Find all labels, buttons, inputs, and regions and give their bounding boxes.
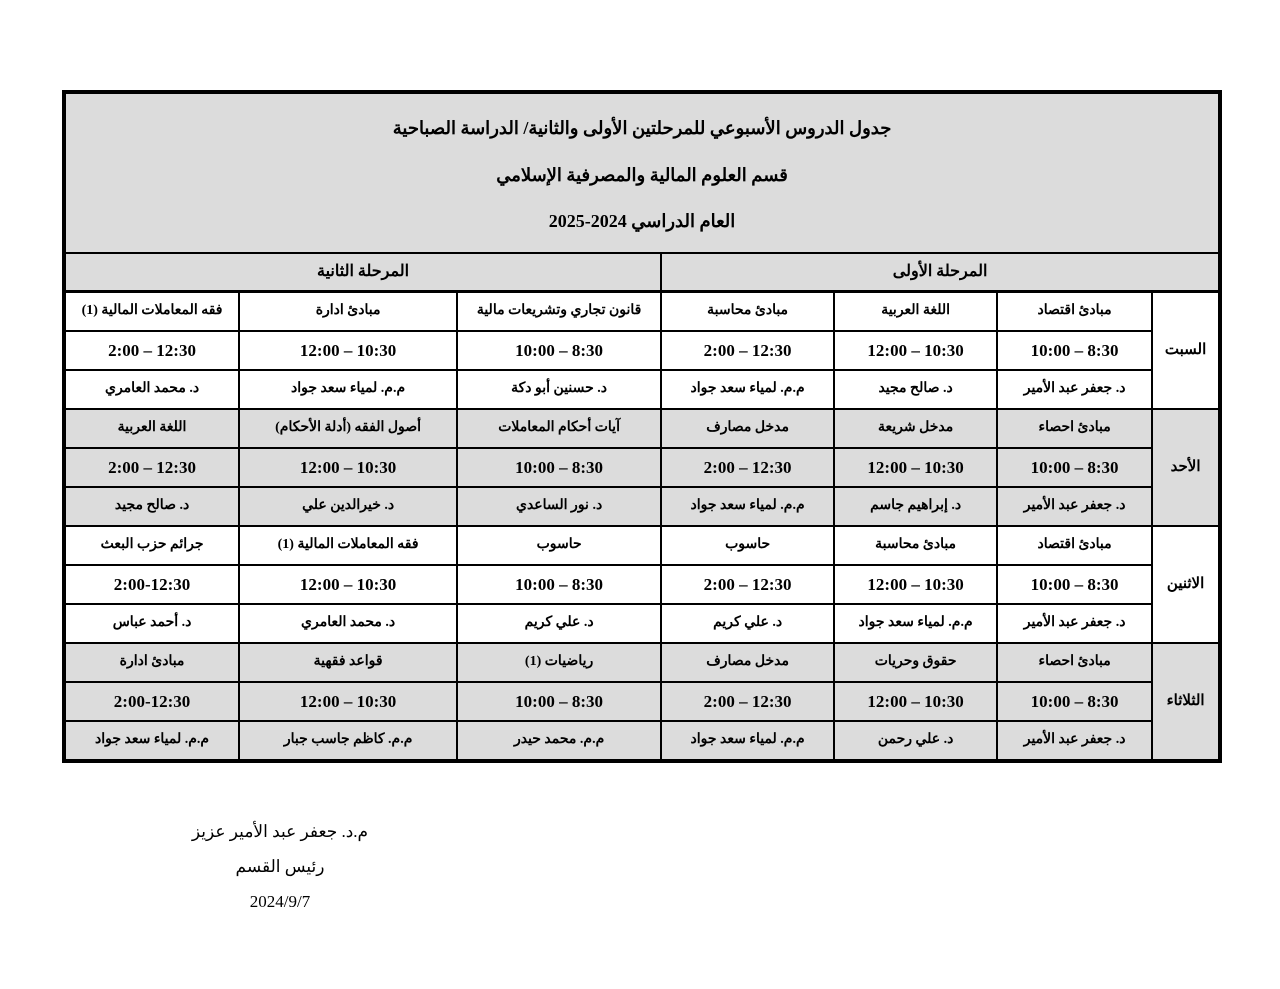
subject-cell: قواعد فقهية [239, 643, 457, 682]
time-cell: 12:00 – 10:30 [239, 682, 457, 721]
day-cell-tuesday: الثلاثاء [1152, 643, 1220, 761]
time-cell: 10:00 – 8:30 [457, 565, 661, 604]
time-cell: 10:00 – 8:30 [457, 448, 661, 487]
teacher-cell: م.م. لمياء سعد جواد [239, 370, 457, 409]
time-cell: 12:00 – 10:30 [834, 682, 997, 721]
teacher-cell: د. خيرالدين علي [239, 487, 457, 526]
time-cell: 2:00 – 12:30 [661, 331, 834, 370]
signature-block [120, 820, 440, 925]
subject-cell: مدخل شريعة [834, 409, 997, 448]
day-cell-saturday: السبت [1152, 292, 1220, 410]
teacher-cell: د. حسنين أبو دكة [457, 370, 661, 409]
day-cell-monday: الاثنين [1152, 526, 1220, 643]
time-cell: 12:00 – 10:30 [834, 331, 997, 370]
time-cell: 10:00 – 8:30 [997, 331, 1152, 370]
subject-cell: مبادئ احصاء [997, 409, 1152, 448]
time-cell: 12:00 – 10:30 [834, 448, 997, 487]
subject-cell: مبادئ ادارة [239, 292, 457, 332]
teacher-cell: د. نور الساعدي [457, 487, 661, 526]
title-block [64, 92, 1220, 253]
title-line-1: جدول الدروس الأسبوعي للمرحلتين الأولى والثانية/ الدراسة الصباحية [392, 117, 892, 138]
subject-cell: حاسوب [457, 526, 661, 565]
teacher-cell: م.م. محمد حيدر [457, 721, 661, 761]
subject-cell: أصول الفقه (أدلة الأحكام) [239, 409, 457, 448]
time-cell: 12:00 – 10:30 [239, 565, 457, 604]
subject-cell: مبادئ احصاء [997, 643, 1152, 682]
subject-cell: مبادئ اقتصاد [997, 292, 1152, 332]
schedule-table [62, 90, 1222, 763]
time-cell: 2:00-12:30 [64, 682, 239, 721]
subject-cell: مدخل مصارف [661, 409, 834, 448]
subject-cell: مدخل مصارف [661, 643, 834, 682]
signature-date: 2024/9/7 [249, 892, 311, 911]
time-cell: 2:00 – 12:30 [661, 448, 834, 487]
teacher-cell: د. علي كريم [661, 604, 834, 643]
subject-cell: رياضيات (1) [457, 643, 661, 682]
time-cell: 2:00 – 12:30 [661, 565, 834, 604]
stage-header-second: المرحلة الثانية [64, 253, 661, 292]
subject-cell: مبادئ اقتصاد [997, 526, 1152, 565]
teacher-cell: م.م. لمياء سعد جواد [661, 487, 834, 526]
time-cell: 12:00 – 10:30 [834, 565, 997, 604]
day-cell-sunday: الأحد [1152, 409, 1220, 526]
subject-cell: اللغة العربية [834, 292, 997, 332]
teacher-cell: د. محمد العامري [64, 370, 239, 409]
teacher-cell: د. صالح مجيد [834, 370, 997, 409]
subject-cell: مبادئ ادارة [64, 643, 239, 682]
teacher-cell: د. أحمد عباس [64, 604, 239, 643]
teacher-cell: م.م. لمياء سعد جواد [661, 721, 834, 761]
teacher-cell: م.م. لمياء سعد جواد [661, 370, 834, 409]
subject-cell: فقه المعاملات المالية (1) [239, 526, 457, 565]
subject-cell: حقوق وحريات [834, 643, 997, 682]
teacher-cell: د. جعفر عبد الأمير [997, 604, 1152, 643]
subject-cell: حاسوب [661, 526, 834, 565]
signature-title: رئيس القسم [235, 857, 325, 876]
title-line-3: العام الدراسي 2024-2025 [548, 211, 736, 232]
time-cell: 10:00 – 8:30 [457, 331, 661, 370]
teacher-cell: د. صالح مجيد [64, 487, 239, 526]
teacher-cell: م.م. لمياء سعد جواد [834, 604, 997, 643]
subject-cell: فقه المعاملات المالية (1) [64, 292, 239, 332]
teacher-cell: م.م. كاظم جاسب جبار [239, 721, 457, 761]
time-cell: 12:00 – 10:30 [239, 448, 457, 487]
title-line-2: قسم العلوم المالية والمصرفية الإسلامي [496, 164, 788, 185]
subject-cell: اللغة العربية [64, 409, 239, 448]
teacher-cell: م.م. لمياء سعد جواد [64, 721, 239, 761]
subject-cell: آيات أحكام المعاملات [457, 409, 661, 448]
time-cell: 2:00-12:30 [64, 565, 239, 604]
teacher-cell: د. جعفر عبد الأمير [997, 721, 1152, 761]
subject-cell: جرائم حزب البعث [64, 526, 239, 565]
time-cell: 2:00 – 12:30 [64, 448, 239, 487]
teacher-cell: د. جعفر عبد الأمير [997, 487, 1152, 526]
time-cell: 10:00 – 8:30 [997, 565, 1152, 604]
signature-name: م.د. جعفر عبد الأمير عزيز [191, 822, 369, 841]
teacher-cell: د. علي كريم [457, 604, 661, 643]
teacher-cell: د. جعفر عبد الأمير [997, 370, 1152, 409]
subject-cell: مبادئ محاسبة [661, 292, 834, 332]
time-cell: 12:00 – 10:30 [239, 331, 457, 370]
subject-cell: قانون تجاري وتشريعات مالية [457, 292, 661, 332]
teacher-cell: د. إبراهيم جاسم [834, 487, 997, 526]
time-cell: 2:00 – 12:30 [661, 682, 834, 721]
teacher-cell: د. محمد العامري [239, 604, 457, 643]
time-cell: 2:00 – 12:30 [64, 331, 239, 370]
stage-header-first: المرحلة الأولى [661, 253, 1220, 292]
teacher-cell: د. علي رحمن [834, 721, 997, 761]
subject-cell: مبادئ محاسبة [834, 526, 997, 565]
time-cell: 10:00 – 8:30 [997, 448, 1152, 487]
time-cell: 10:00 – 8:30 [457, 682, 661, 721]
time-cell: 10:00 – 8:30 [997, 682, 1152, 721]
